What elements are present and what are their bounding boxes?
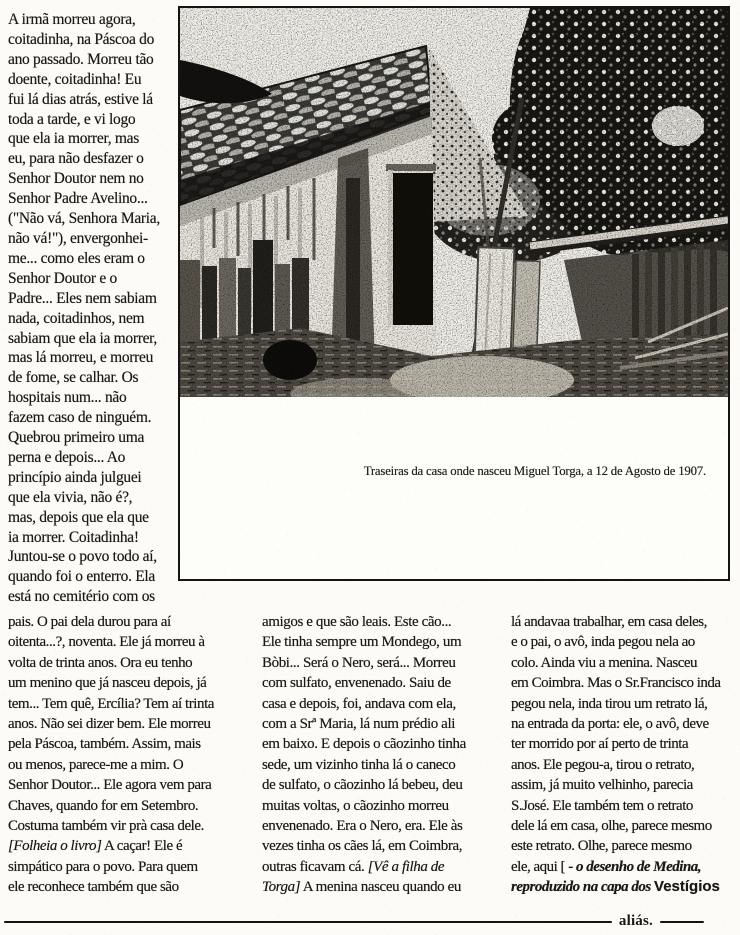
footer-label: aliás. xyxy=(618,913,653,929)
photo-frame xyxy=(178,6,730,581)
left-column-top: A irmã morreu agora, coitadinha, na Páscoa do ano passado. Morreu tão doente, coitadinha! Eu fui lá dias atrás, estive lá toda a tarde, e vi logo que ela ia morrer, mas eu, para não desfazer o Senhor Doutor nem no Senhor Padre Avelino... ("Não vá, Senhora Maria, não vá!"), envergonhei- me... como eles eram o Senhor Doutor e o Padre... Eles nem sabiam nada, coitadinhos, nem sabiam que ela ia morrer, mas lá morreu, e morreu de fome, se calhar. Os hospitais num... não fazem caso de ninguém. Quebrou primeiro uma perna e depois... Ao princípio ainda julguei que ela vivia, não é?, mas, depois que ela que ia morrer. Coitadinha! Juntou-se o povo todo aí, quando foi o enterro. Ela está no cemitério com os xyxy=(8,11,160,606)
footer-rule-long xyxy=(4,921,612,924)
photo-caption: Traseiras da casa onde nasceu Miguel Torga, a 12 de Agosto de 1907. xyxy=(363,464,706,478)
bottom-column-left: pais. O pai dela durou para aí oitenta...?, noventa. Ele já morreu à volta de trinta anos. Ora eu tenho um menino que já nasceu depois, já tem... Tem quê, Ercília? Tem aí trinta anos. Não sei dizer bem. Ele morreu pela Páscoa, também. Assim, mais ou menos, parece-me a mim. O Senhor Doutor... Ele agora vem para Chaves, quando for em Setembro. Costuma também vir prà casa dele. [Folheia o livro] A caçar! Ele é simpático para o povo. Para quem ele reconhece também que são xyxy=(8,614,215,896)
house-photo xyxy=(180,8,728,397)
bottom-column-middle: amigos e que são leais. Este cão... Ele tinha sempre um Mondego, um Bòbi... Será o Nero, será... Morreu com sulfato, envenenado. Saiu de casa e depois, foi, andava com ela, com a Srª Maria, lá num prédio ali em baixo. E depois o cãozinho tinha sede, um vizinho tinha lá o caneco de sulfato, o cãozinho lá bebeu, deu muitas voltas, o cãozinho morreu envenenado. Era o Nero, era. Ele às vezes tinha os cães lá, em Coimbra, outras ficavam cá. [Vê a filha de Torga] A menina nasceu quando eu xyxy=(262,614,466,896)
footer-rule-short xyxy=(660,921,704,924)
footer-rule xyxy=(4,913,704,931)
bottom-column-right: lá andavaa trabalhar, em casa deles, e o pai, o avô, inda pegou nela ao colo. Ainda viu a menina. Nasceu em Coimbra. Mas o Sr.Francisco inda pegou nela, inda tirou um retrato lá, na entrada da porta: ele, o avô, deve ter morrido por aí perto de trinta anos. Ele pegou-a, tirou o retrato, assim, já muito velhinho, parecia S.José. Ele também tem o retrato dele lá em casa, olhe, parece mesmo este retrato. Olhe, parece mesmo ele, aqui [ - o desenho de Medina, reproduzido na capa dos Vestígios xyxy=(511,614,721,896)
